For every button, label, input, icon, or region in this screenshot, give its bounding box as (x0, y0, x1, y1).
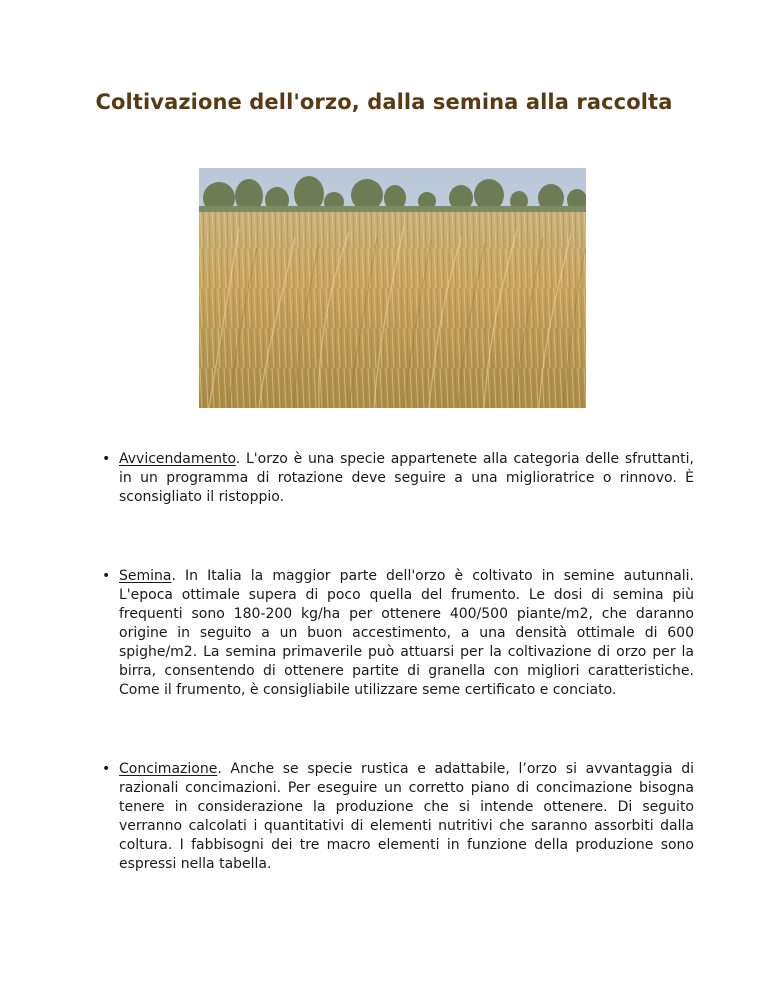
page-title: Coltivazione dell'orzo, dalla semina alla raccolta (95, 90, 673, 114)
bullet-marker: • (102, 568, 111, 584)
bullet-marker: • (102, 761, 111, 777)
term-link[interactable]: Semina (119, 568, 172, 584)
list-item (102, 760, 694, 874)
barley-field-photo (199, 168, 586, 408)
list-item (102, 450, 694, 507)
list-item (102, 567, 694, 700)
item-text: . L'orzo è una specie appartenete alla categoria delle sfruttanti, in un programma di rotazione deve seguire a una miglioratrice o rinnovo. È sconsigliato il ristoppio. (119, 451, 694, 505)
term-link[interactable]: Avvicendamento (119, 451, 236, 467)
bullet-marker: • (102, 451, 111, 467)
item-text: . In Italia la maggior parte dell'orzo è coltivato in semine autunnali. L'epoca ottimale supera di poco quella del frumento. Le dosi di semina più frequenti sono 180-200 kg/ha per ottenere 400/500 piante/m2, che daranno origine in seguito a un buon accestimento, a una densità ottimale di 600 spighe/m2. La semina primaverile può attuarsi per la coltivazione di orzo per la birra, consentendo di ottenere partite di granella con migliori caratteristiche. Come il frumento, è consigliabile utilizzare seme certificato e conciato. (119, 568, 694, 698)
item-text: . Anche se specie rustica e adattabile, l’orzo si avvantaggia di razionali concimazioni. Per eseguire un corretto piano di concimazione bisogna tenere in considerazione la produzione che si intende ottenere. Di seguito verranno calcolati i quantitativi di elementi nutritivi che saranno assorbiti dalla coltura. I fabbisogni dei tre macro elementi in funzione della produzione sono espressi nella tabella. (119, 761, 694, 872)
term-link[interactable]: Concimazione (119, 761, 218, 777)
